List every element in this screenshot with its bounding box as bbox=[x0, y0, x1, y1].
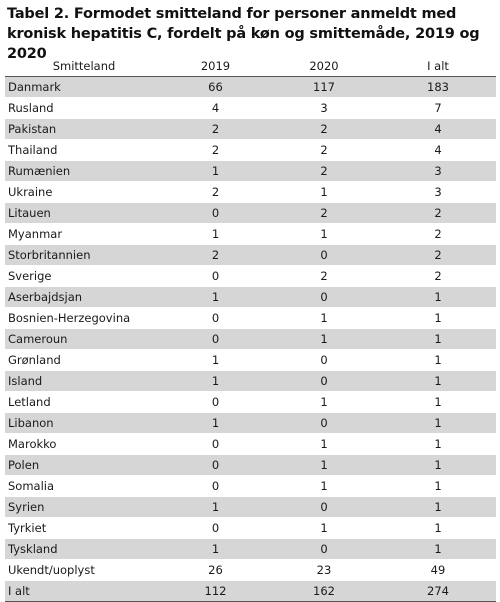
cell-2019: 0 bbox=[163, 476, 268, 497]
cell-i-alt: 1 bbox=[380, 518, 496, 539]
cell-2020: 1 bbox=[268, 455, 380, 476]
table-row bbox=[5, 98, 496, 119]
cell-2019: 4 bbox=[163, 98, 268, 119]
cell-2019: 112 bbox=[163, 581, 268, 602]
table-title: Tabel 2. Formodet smitteland for personer anmeldt med kronisk hepatitis C, fordelt på køn og smittemåde, 2019 og 2020 bbox=[7, 6, 480, 62]
cell-smitteland: Ukendt/uoplyst bbox=[5, 560, 163, 581]
cell-2019: 0 bbox=[163, 203, 268, 224]
cell-i-alt: 2 bbox=[380, 224, 496, 245]
table-row bbox=[5, 476, 496, 497]
table-row bbox=[5, 266, 496, 287]
cell-2019: 0 bbox=[163, 434, 268, 455]
col-header-2020: 2020 bbox=[268, 55, 380, 77]
cell-i-alt: 1 bbox=[380, 371, 496, 392]
cell-2019: 1 bbox=[163, 413, 268, 434]
cell-smitteland: I alt bbox=[5, 581, 163, 602]
table-row bbox=[5, 329, 496, 350]
table-row bbox=[5, 350, 496, 371]
cell-i-alt: 274 bbox=[380, 581, 496, 602]
table-row bbox=[5, 371, 496, 392]
cell-i-alt: 2 bbox=[380, 266, 496, 287]
cell-smitteland: Danmark bbox=[5, 77, 163, 98]
cell-smitteland: Libanon bbox=[5, 413, 163, 434]
col-header-i-alt: I alt bbox=[380, 55, 496, 77]
cell-2020: 0 bbox=[268, 497, 380, 518]
header-row bbox=[5, 55, 496, 77]
cell-2019: 2 bbox=[163, 245, 268, 266]
cell-smitteland: Myanmar bbox=[5, 224, 163, 245]
cell-2019: 0 bbox=[163, 329, 268, 350]
cell-smitteland: Syrien bbox=[5, 497, 163, 518]
cell-2019: 1 bbox=[163, 497, 268, 518]
cell-i-alt: 1 bbox=[380, 476, 496, 497]
cell-i-alt: 2 bbox=[380, 245, 496, 266]
cell-2020: 23 bbox=[268, 560, 380, 581]
cell-i-alt: 2 bbox=[380, 203, 496, 224]
cell-smitteland: Rumænien bbox=[5, 161, 163, 182]
cell-2020: 2 bbox=[268, 266, 380, 287]
table-row bbox=[5, 203, 496, 224]
cell-smitteland: Somalia bbox=[5, 476, 163, 497]
cell-smitteland: Rusland bbox=[5, 98, 163, 119]
cell-2019: 2 bbox=[163, 140, 268, 161]
cell-2020: 162 bbox=[268, 581, 380, 602]
table-row bbox=[5, 308, 496, 329]
cell-2020: 1 bbox=[268, 392, 380, 413]
cell-2019: 0 bbox=[163, 392, 268, 413]
cell-2020: 1 bbox=[268, 329, 380, 350]
cell-2020: 2 bbox=[268, 140, 380, 161]
cell-2019: 2 bbox=[163, 182, 268, 203]
cell-2019: 0 bbox=[163, 308, 268, 329]
col-header-smitteland: Smitteland bbox=[5, 55, 163, 77]
cell-2020: 0 bbox=[268, 245, 380, 266]
smitteland-table bbox=[5, 55, 496, 602]
cell-2020: 2 bbox=[268, 119, 380, 140]
cell-2020: 0 bbox=[268, 413, 380, 434]
table-row bbox=[5, 581, 496, 602]
table-row bbox=[5, 455, 496, 476]
cell-smitteland: Tyrkiet bbox=[5, 518, 163, 539]
cell-2020: 117 bbox=[268, 77, 380, 98]
table-row bbox=[5, 413, 496, 434]
cell-2020: 0 bbox=[268, 539, 380, 560]
cell-smitteland: Thailand bbox=[5, 140, 163, 161]
table-row bbox=[5, 161, 496, 182]
cell-smitteland: Litauen bbox=[5, 203, 163, 224]
cell-i-alt: 7 bbox=[380, 98, 496, 119]
cell-2019: 1 bbox=[163, 350, 268, 371]
cell-2020: 0 bbox=[268, 371, 380, 392]
table-row bbox=[5, 434, 496, 455]
table-row bbox=[5, 182, 496, 203]
cell-smitteland: Grønland bbox=[5, 350, 163, 371]
cell-i-alt: 1 bbox=[380, 413, 496, 434]
table-row bbox=[5, 560, 496, 581]
cell-smitteland: Letland bbox=[5, 392, 163, 413]
cell-2019: 1 bbox=[163, 287, 268, 308]
table-row bbox=[5, 497, 496, 518]
cell-2019: 1 bbox=[163, 224, 268, 245]
cell-i-alt: 1 bbox=[380, 497, 496, 518]
table-row bbox=[5, 392, 496, 413]
cell-i-alt: 1 bbox=[380, 287, 496, 308]
cell-i-alt: 3 bbox=[380, 161, 496, 182]
table-row bbox=[5, 518, 496, 539]
cell-smitteland: Pakistan bbox=[5, 119, 163, 140]
cell-2020: 0 bbox=[268, 350, 380, 371]
cell-2020: 1 bbox=[268, 518, 380, 539]
cell-2019: 1 bbox=[163, 371, 268, 392]
cell-i-alt: 1 bbox=[380, 350, 496, 371]
table-row bbox=[5, 245, 496, 266]
cell-i-alt: 1 bbox=[380, 455, 496, 476]
cell-smitteland: Bosnien-Herzegovina bbox=[5, 308, 163, 329]
cell-smitteland: Marokko bbox=[5, 434, 163, 455]
cell-2019: 2 bbox=[163, 119, 268, 140]
table-row bbox=[5, 287, 496, 308]
table-row bbox=[5, 224, 496, 245]
cell-smitteland: Polen bbox=[5, 455, 163, 476]
cell-2020: 0 bbox=[268, 287, 380, 308]
cell-smitteland: Storbritannien bbox=[5, 245, 163, 266]
cell-2019: 0 bbox=[163, 266, 268, 287]
cell-2019: 1 bbox=[163, 539, 268, 560]
table-row bbox=[5, 140, 496, 161]
cell-2020: 3 bbox=[268, 98, 380, 119]
cell-i-alt: 4 bbox=[380, 119, 496, 140]
cell-i-alt: 1 bbox=[380, 308, 496, 329]
cell-smitteland: Tyskland bbox=[5, 539, 163, 560]
col-header-2019: 2019 bbox=[163, 55, 268, 77]
cell-2020: 1 bbox=[268, 434, 380, 455]
cell-i-alt: 49 bbox=[380, 560, 496, 581]
cell-2019: 26 bbox=[163, 560, 268, 581]
cell-2020: 1 bbox=[268, 182, 380, 203]
table-row bbox=[5, 77, 496, 98]
cell-2020: 1 bbox=[268, 308, 380, 329]
cell-smitteland: Sverige bbox=[5, 266, 163, 287]
cell-smitteland: Aserbajdsjan bbox=[5, 287, 163, 308]
cell-i-alt: 3 bbox=[380, 182, 496, 203]
table-row bbox=[5, 119, 496, 140]
cell-2020: 1 bbox=[268, 224, 380, 245]
cell-smitteland: Cameroun bbox=[5, 329, 163, 350]
cell-2019: 66 bbox=[163, 77, 268, 98]
cell-i-alt: 1 bbox=[380, 539, 496, 560]
cell-i-alt: 183 bbox=[380, 77, 496, 98]
cell-2019: 1 bbox=[163, 161, 268, 182]
cell-2020: 2 bbox=[268, 161, 380, 182]
cell-smitteland: Island bbox=[5, 371, 163, 392]
table-row bbox=[5, 539, 496, 560]
cell-smitteland: Ukraine bbox=[5, 182, 163, 203]
cell-i-alt: 1 bbox=[380, 392, 496, 413]
cell-2019: 0 bbox=[163, 455, 268, 476]
cell-i-alt: 1 bbox=[380, 434, 496, 455]
cell-2020: 1 bbox=[268, 476, 380, 497]
cell-i-alt: 1 bbox=[380, 329, 496, 350]
cell-2020: 2 bbox=[268, 203, 380, 224]
cell-2019: 0 bbox=[163, 518, 268, 539]
cell-i-alt: 4 bbox=[380, 140, 496, 161]
